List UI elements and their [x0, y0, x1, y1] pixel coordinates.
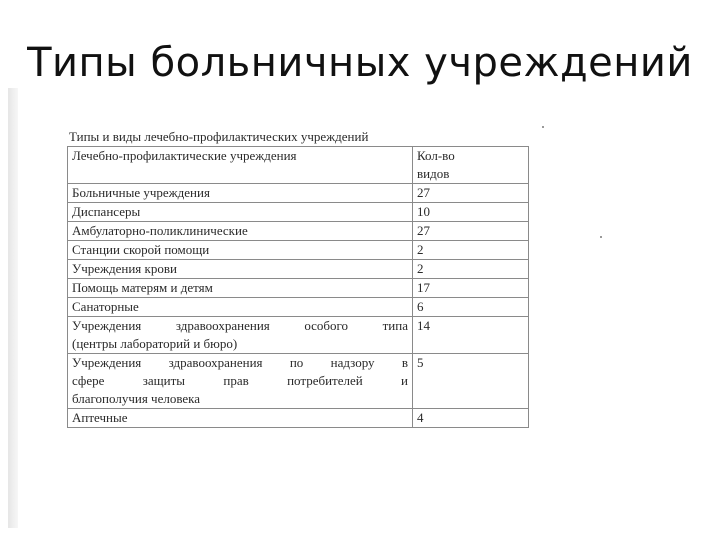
row-count-cell: 2 — [413, 260, 529, 279]
row-name-line: Учреждения здравоохранения особого типа — [72, 318, 408, 333]
row-name-cell: Амбулаторно-поликлинические — [68, 222, 413, 241]
scan-speck — [600, 236, 602, 238]
header-count-line1: Кол-во — [417, 148, 455, 163]
row-count-cell: 2 — [413, 241, 529, 260]
table-row — [68, 409, 529, 428]
slide-title: Типы больничных учреждений — [27, 40, 693, 86]
table-row — [68, 203, 529, 222]
table-row — [68, 317, 529, 354]
row-name-line: сфере защиты прав потребителей и — [72, 373, 408, 388]
row-name-cell — [68, 354, 413, 409]
scan-speck — [542, 126, 544, 128]
row-count-cell: 6 — [413, 298, 529, 317]
row-count-cell: 4 — [413, 409, 529, 428]
row-name-cell: Санаторные — [68, 298, 413, 317]
table-header-row — [68, 147, 529, 184]
row-name-cell: Диспансеры — [68, 203, 413, 222]
row-name-line: (центры лабораторий и бюро) — [72, 336, 238, 351]
header-count-cell — [413, 147, 529, 184]
table-caption: Типы и виды лечебно-профилактических учреждений — [69, 129, 369, 144]
institutions-table — [67, 146, 529, 428]
row-name-line: благополучия человека — [72, 391, 201, 406]
row-name-cell — [68, 317, 413, 354]
row-count-cell: 27 — [413, 184, 529, 203]
table-row — [68, 260, 529, 279]
row-count-cell: 14 — [413, 317, 529, 354]
row-count-cell: 17 — [413, 279, 529, 298]
row-name-cell: Аптечные — [68, 409, 413, 428]
table-row — [68, 354, 529, 409]
row-name-line: Учреждения здравоохранения по надзору в — [72, 355, 408, 370]
table-row — [68, 279, 529, 298]
row-name-cell: Больничные учреждения — [68, 184, 413, 203]
table-row — [68, 298, 529, 317]
table-row — [68, 222, 529, 241]
header-name-cell: Лечебно-профилактические учреждения — [68, 147, 413, 184]
row-count-cell: 5 — [413, 354, 529, 409]
table-row — [68, 184, 529, 203]
table-row — [68, 241, 529, 260]
row-name-cell: Станции скорой помощи — [68, 241, 413, 260]
row-name-cell: Учреждения крови — [68, 260, 413, 279]
row-count-cell: 27 — [413, 222, 529, 241]
row-name-cell: Помощь матерям и детям — [68, 279, 413, 298]
scanned-table-image — [67, 128, 533, 428]
scan-left-edge — [8, 88, 18, 528]
row-count-cell: 10 — [413, 203, 529, 222]
header-count-line2: видов — [417, 166, 450, 181]
